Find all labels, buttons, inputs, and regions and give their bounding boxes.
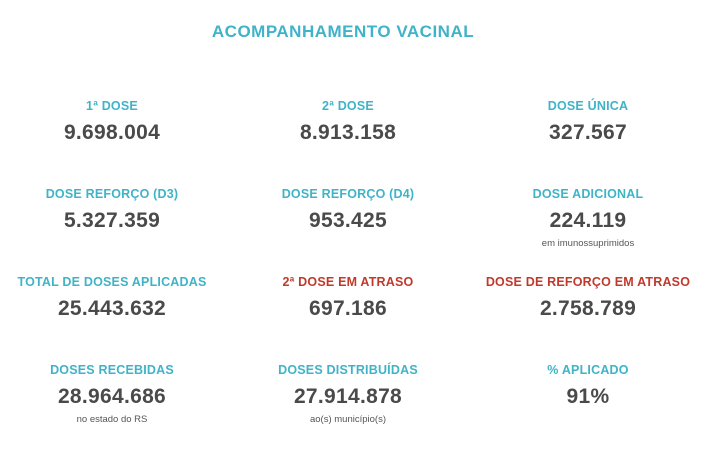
stat-value: 91% (566, 385, 610, 408)
stat-label: DOSE REFORÇO (D3) (45, 187, 179, 201)
stat-label: 2ª DOSE EM ATRASO (282, 275, 414, 289)
stat-booster-d4 (228, 186, 468, 234)
stat-single-dose (468, 98, 708, 146)
stat-value: 327.567 (548, 121, 627, 144)
stats-row-3 (0, 274, 720, 364)
stat-doses-received (0, 362, 232, 426)
stat-value: 2.758.789 (539, 297, 637, 320)
stat-label: DOSES RECEBIDAS (50, 363, 174, 377)
stat-value: 8.913.158 (299, 121, 397, 144)
stat-doses-distributed (228, 362, 468, 426)
stat-label: DOSE DE REFORÇO EM ATRASO (485, 275, 691, 289)
stat-percent-applied (468, 362, 708, 410)
stat-second-dose-overdue (228, 274, 468, 322)
stat-additional-dose (468, 186, 708, 250)
stats-row-4 (0, 362, 720, 452)
stat-label: 2ª DOSE (322, 99, 374, 113)
stat-value: 697.186 (308, 297, 387, 320)
stat-value: 9.698.004 (63, 121, 161, 144)
stat-value: 953.425 (308, 209, 387, 232)
stat-label: DOSE REFORÇO (D4) (281, 187, 415, 201)
stat-value: 28.964.686 (57, 385, 167, 408)
stat-label: % APLICADO (547, 363, 629, 377)
stat-value: 25.443.632 (57, 297, 167, 320)
stat-label: DOSE ÚNICA (547, 99, 629, 113)
stat-first-dose (0, 98, 232, 146)
stat-label: DOSE ADICIONAL (532, 187, 644, 201)
page-title: ACOMPANHAMENTO VACINAL (211, 22, 475, 41)
stat-second-dose (228, 98, 468, 146)
stat-note: em imunossuprimidos (541, 238, 635, 249)
stat-value: 224.119 (549, 209, 627, 232)
stat-note: ao(s) município(s) (309, 414, 387, 425)
stats-row-2 (0, 186, 720, 276)
stat-booster-d3 (0, 186, 232, 234)
stat-value: 27.914.878 (293, 385, 403, 408)
stat-total-doses-applied (0, 274, 232, 322)
stat-booster-overdue (468, 274, 708, 322)
stat-note: no estado do RS (76, 414, 148, 425)
stat-label: TOTAL DE DOSES APLICADAS (17, 275, 207, 289)
stat-value: 5.327.359 (63, 209, 161, 232)
stats-row-1 (0, 98, 720, 188)
stat-label: 1ª DOSE (86, 99, 138, 113)
stat-label: DOSES DISTRIBUÍDAS (278, 363, 418, 377)
